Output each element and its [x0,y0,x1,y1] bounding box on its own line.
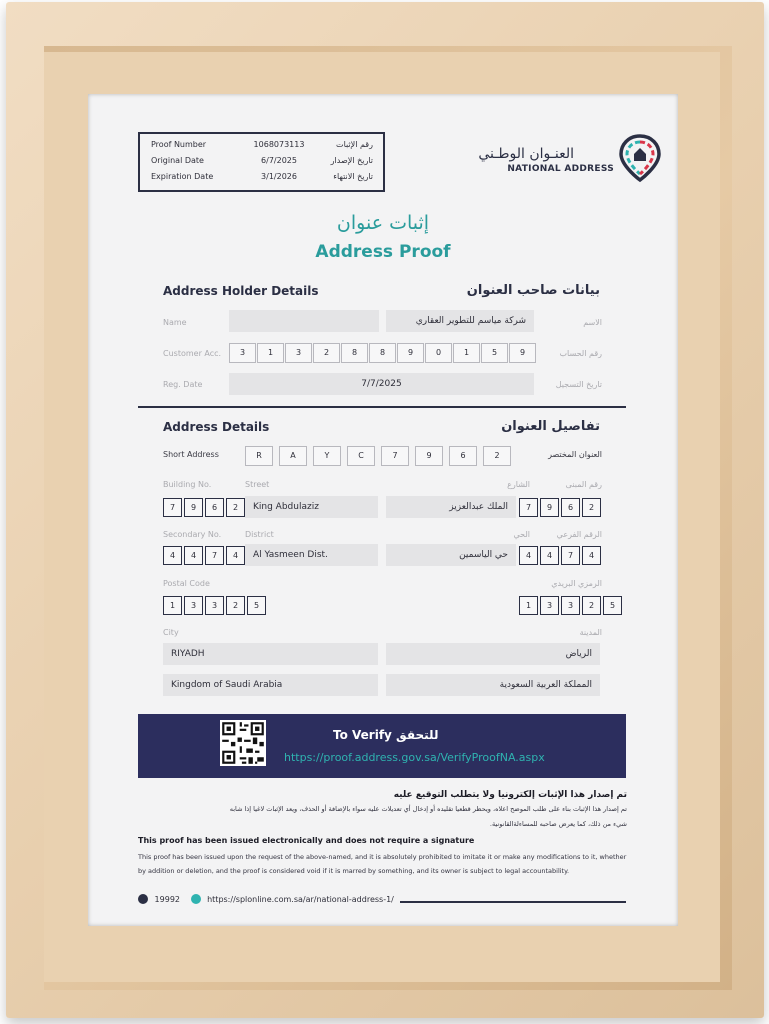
short-address-chars [245,446,516,466]
secondary-digit: 7 [561,546,580,565]
secondary-digit: 4 [184,546,203,565]
short-address-char: C [347,446,375,466]
building-digit: 6 [561,498,580,517]
title-english: Address Proof [315,242,451,262]
secondary-no-label-ar: الرقم الفرعي [556,530,602,539]
secondary-digit: 4 [163,546,182,565]
acc-digit: 3 [285,343,312,363]
name-label: Name [163,318,187,327]
phone-icon [138,894,148,904]
postal-digit: 3 [540,596,559,615]
postal-digit: 5 [247,596,266,615]
proof-number-label-ar: رقم الإثبات [336,140,373,149]
postal-digit: 5 [603,596,622,615]
postal-code-label-ar: الرمزي البريدي [551,579,602,588]
reg-date-field: 7/7/2025 [229,373,534,395]
disclaimer-title-ar: تم إصدار هذا الإثبات إلكترونيا ولا يتطلب التوقيع عليه [393,790,627,800]
secondary-no-digits [163,546,245,565]
street-field-en: King Abdulaziz [245,496,378,518]
postal-digit: 2 [582,596,601,615]
reg-date-label: Reg. Date [163,380,203,389]
proof-number-value: 1068073113 [253,140,305,149]
short-address-char: Y [313,446,341,466]
holder-section-heading-ar: بيانات صاحب العنوان [466,283,600,298]
building-digit: 2 [582,498,601,517]
postal-code-label: Postal Code [163,579,210,588]
address-section-heading: Address Details [163,420,270,434]
verify-banner [138,714,626,778]
reg-date-label-ar: تاريخ التسجيل [555,380,602,389]
city-field-ar: الرياض [386,643,600,665]
city-label-ar: المدينة [579,628,602,637]
national-address-logo-icon [612,130,668,186]
postal-digit: 2 [226,596,245,615]
logo-text-ar: العنـوان الوطـني [478,146,574,162]
district-label: District [245,530,274,539]
disclaimer-line-ar-1: تم إصدار هذا الإثبات بناء على طلب الموضح اعلاه، ويحظر قطعيا تقليده أو إدخال أي تعديلات عليه سواء بالإضافة أو الحذف، ويعد الإثبات لاغيا إذا شابه [229,805,627,813]
postal-code-digits [163,596,266,615]
postal-digit: 1 [163,596,182,615]
address-section-heading-ar: تفاصيل العنوان [501,419,600,434]
building-digit: 2 [226,498,245,517]
building-no-digits [163,498,245,517]
street-label-ar: الشارع [507,480,530,489]
disclaimer-title-en: This proof has been issued electronically and does not require a signature [138,836,475,845]
secondary-no-label: Secondary No. [163,530,222,539]
building-no-digits-ar [519,498,601,517]
district-label-ar: الحي [513,530,530,539]
customer-acc-digits [229,343,536,363]
acc-digit: 8 [369,343,396,363]
postal-digit: 3 [184,596,203,615]
qr-code-icon[interactable] [220,720,266,766]
secondary-digit: 4 [582,546,601,565]
short-address-char: R [245,446,273,466]
disclaimer-line-ar-2: شيء من ذلك، كما يعرض صاحبه للمساءلةالقانونية. [489,820,627,828]
building-digit: 9 [540,498,559,517]
proof-info-box [138,132,385,192]
postal-digit: 3 [561,596,580,615]
country-field-en: Kingdom of Saudi Arabia [163,674,378,696]
building-digit: 6 [205,498,224,517]
verify-title: To Verify للتحقق [333,728,439,742]
short-address-char: 2 [483,446,511,466]
street-label: Street [245,480,270,489]
original-date-label-ar: تاريخ الإصدار [330,156,373,165]
street-field-ar: الملك عبدالعزيز [386,496,516,518]
city-label: City [163,628,179,637]
district-field-en: Al Yasmeen Dist. [245,544,378,566]
building-digit: 9 [184,498,203,517]
secondary-digit: 4 [540,546,559,565]
footer-phone: 19992 [154,894,180,904]
acc-digit: 9 [509,343,536,363]
acc-digit: 0 [425,343,452,363]
expiration-date-row [140,170,383,186]
customer-acc-label-ar: رقم الحساب [559,349,602,358]
short-address-char: 6 [449,446,477,466]
holder-section-heading: Address Holder Details [163,284,319,298]
section-divider [138,406,626,408]
short-address-label: Short Address [163,450,219,459]
name-field-en [229,310,379,332]
country-field-ar: المملكة العربية السعودية [386,674,600,696]
logo-text-en: NATIONAL ADDRESS [507,164,614,174]
footer [138,894,394,904]
acc-digit: 3 [229,343,256,363]
acc-digit: 1 [453,343,480,363]
postal-digit: 1 [519,596,538,615]
short-address-label-ar: العنوان المختصر [548,450,602,459]
title-arabic: إثبات عنوان [336,212,430,234]
footer-url[interactable]: https://splonline.com.sa/ar/national-address-1/ [207,894,394,904]
secondary-digit: 4 [519,546,538,565]
name-field-ar: شركة مياسم للتطوير العقاري [386,310,534,332]
acc-digit: 2 [313,343,340,363]
short-address-char: 7 [381,446,409,466]
acc-digit: 5 [481,343,508,363]
building-no-label: Building No. [163,480,212,489]
original-date-value: 6/7/2025 [261,156,297,165]
postal-digit: 3 [205,596,224,615]
verify-link[interactable]: https://proof.address.gov.sa/VerifyProofNA.aspx [284,751,545,764]
short-address-char: 9 [415,446,443,466]
acc-digit: 8 [341,343,368,363]
postal-code-digits-ar [519,596,622,615]
proof-number-row [140,138,383,154]
district-field-ar: حي الياسمين [386,544,516,566]
disclaimer-body-en: This proof has been issued upon the request of the above-named, and it is absolutely prohibited to imitate it or make any modifications to it, whether by addition or deletion, and the proof is considered void if it is marred by something, and its owner is subject to legal accountability. [138,853,627,875]
secondary-digit: 4 [226,546,245,565]
acc-digit: 1 [257,343,284,363]
expiration-date-label-ar: تاريخ الانتهاء [333,172,373,181]
address-proof-document [88,94,678,926]
globe-icon [191,894,201,904]
name-label-ar: الاسم [583,318,602,327]
secondary-no-digits-ar [519,546,601,565]
customer-acc-label: Customer Acc. [163,349,222,358]
acc-digit: 9 [397,343,424,363]
secondary-digit: 7 [205,546,224,565]
building-digit: 7 [519,498,538,517]
city-field-en: RIYADH [163,643,378,665]
expiration-date-value: 3/1/2026 [261,172,297,181]
original-date-label: Original Date [151,156,204,165]
proof-number-label: Proof Number [151,140,207,149]
building-no-label-ar: رقم المبنى [565,480,602,489]
building-digit: 7 [163,498,182,517]
expiration-date-label: Expiration Date [151,172,214,181]
footer-line [400,901,626,903]
original-date-row [140,154,383,170]
short-address-char: A [279,446,307,466]
